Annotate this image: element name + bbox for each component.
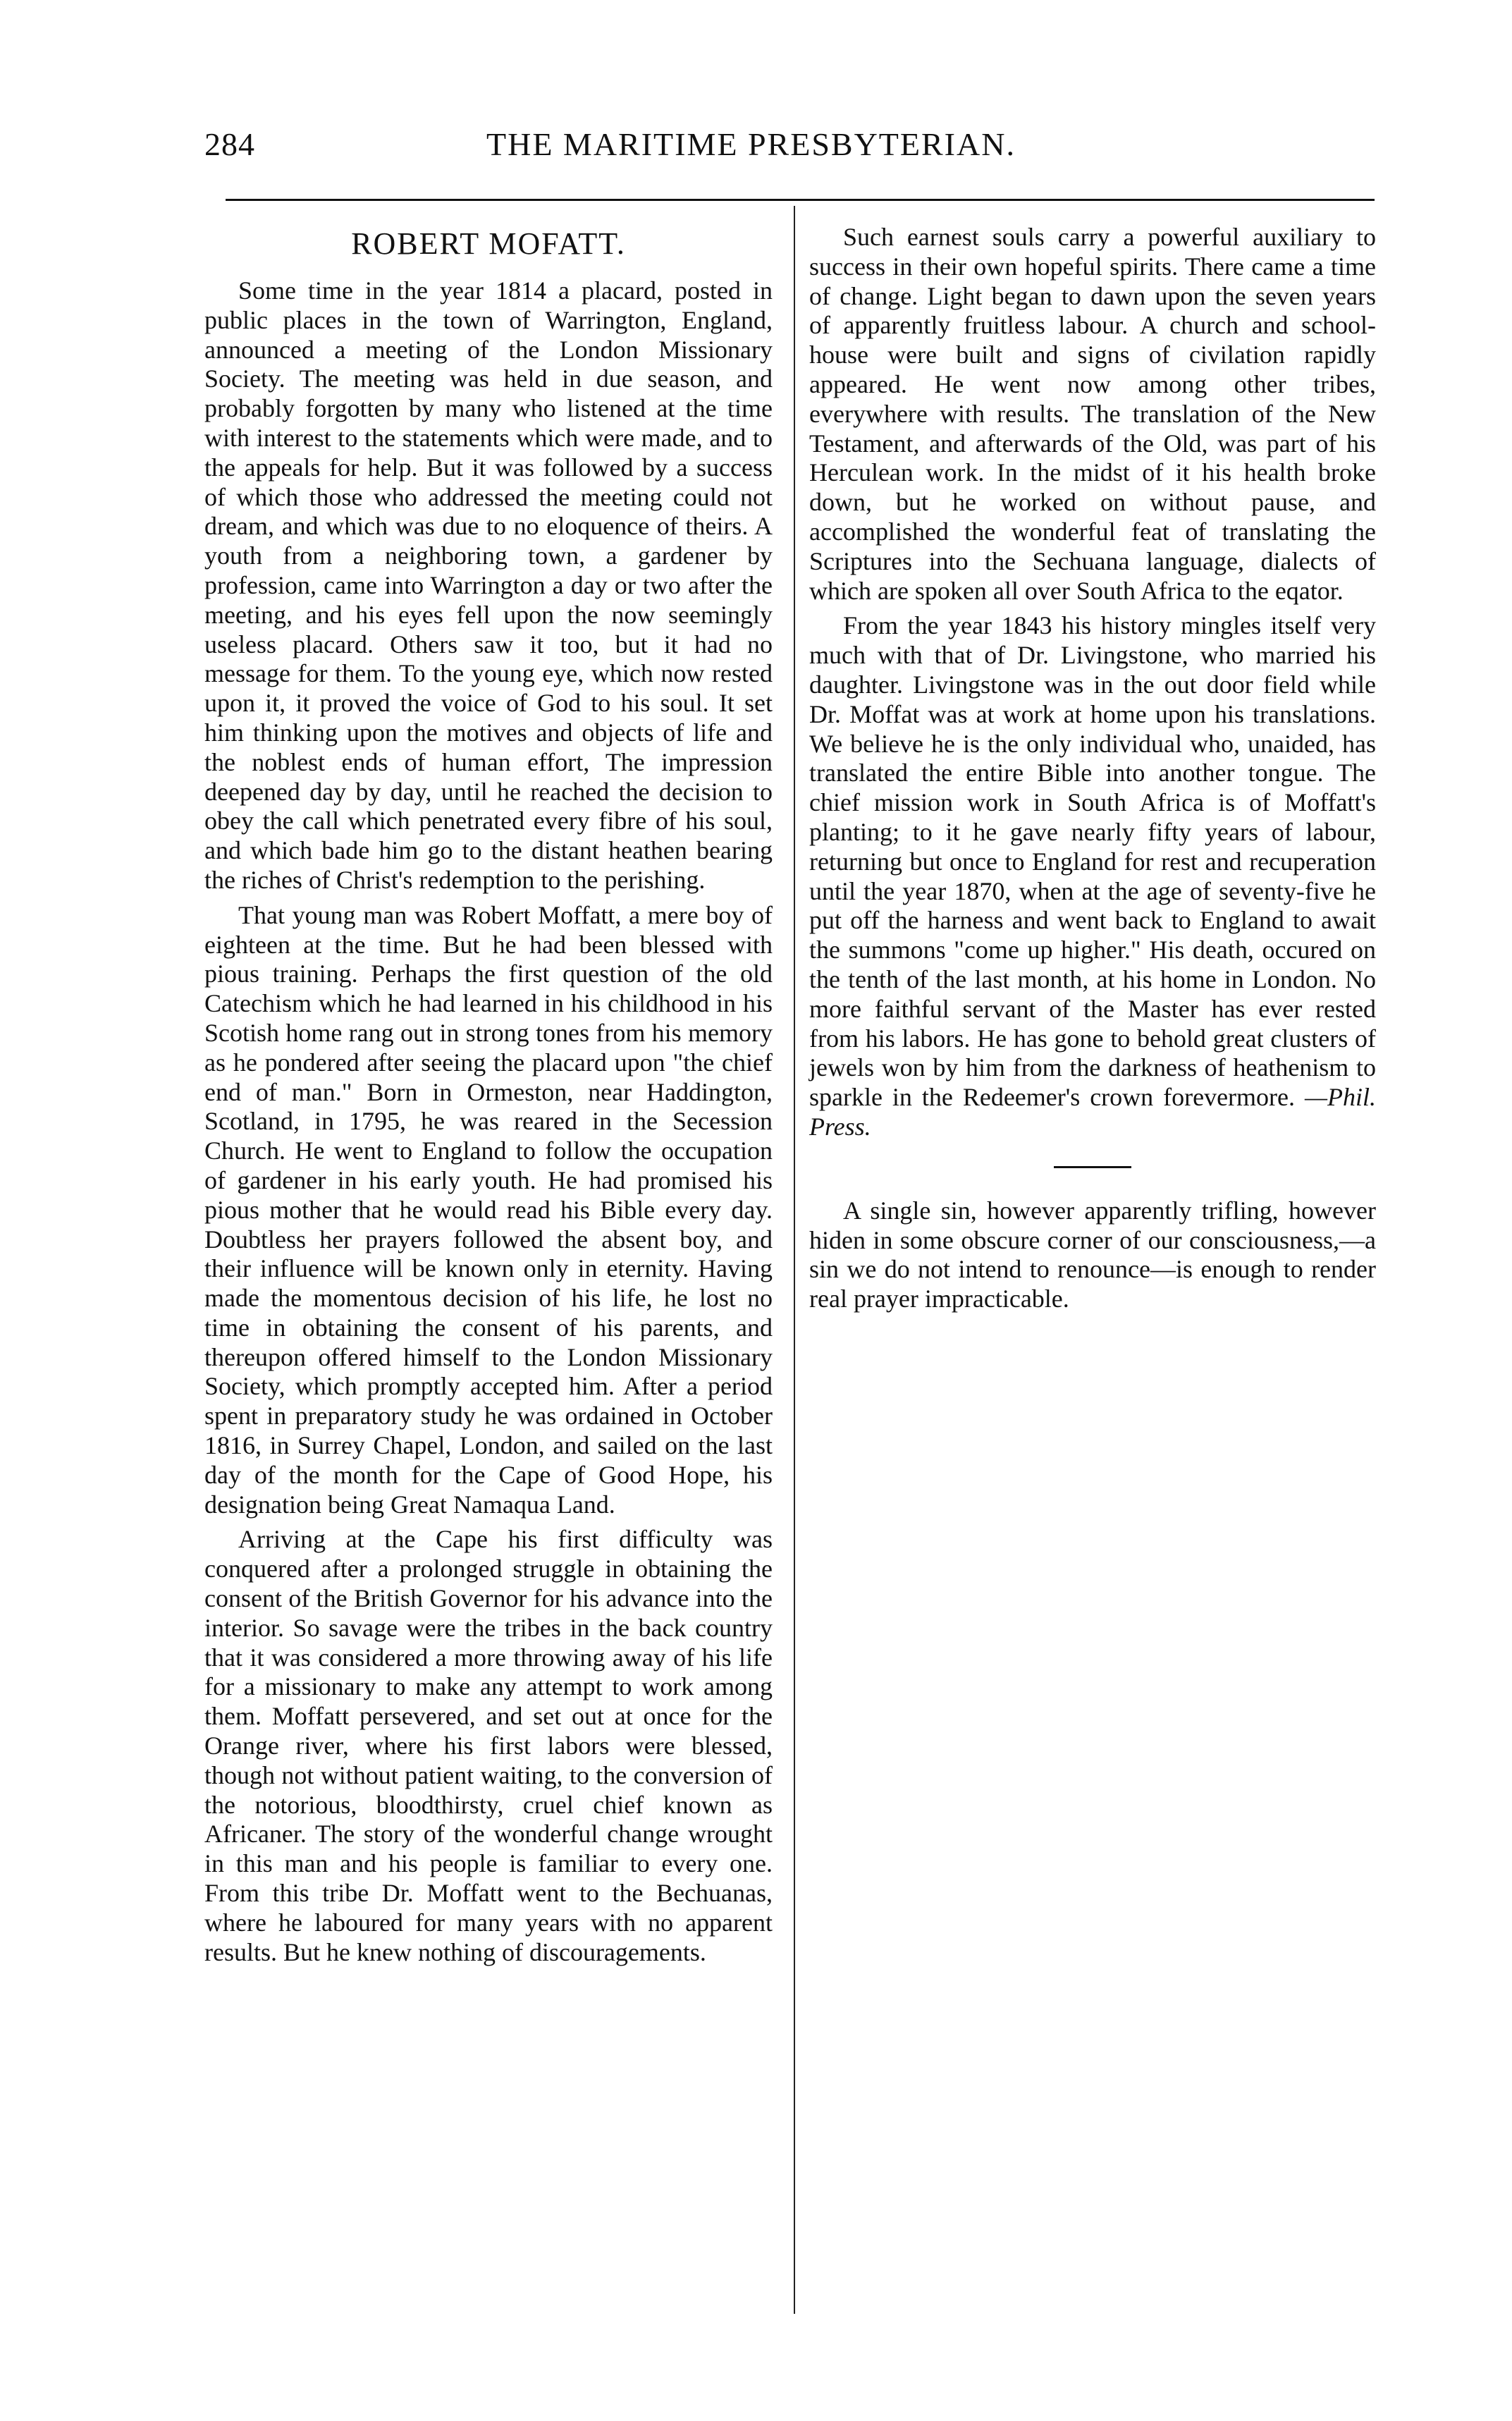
right-column bbox=[809, 223, 1376, 1314]
left-column bbox=[204, 223, 773, 1967]
page-number: 284 bbox=[204, 126, 255, 162]
column-divider bbox=[794, 206, 795, 2314]
article-source: —Phil. Press. bbox=[809, 1083, 1376, 1141]
article-paragraph-1: Some time in the year 1814 a placard, posted in public places in the town of Warrington, England, announced a meeting of the London Missionary Society. The meeting was held in due season, and probably forgotten by many who listened at the time with interest to the statements which were made, and to the appeals for help. But it was followed by a success of which those who addressed the meeting could not dream, and which was due to no eloquence of theirs. A youth from a neighboring town, a gardener by profession, came into Warrington a day or two after the meeting, and his eyes fell upon the now seemingly useless placard. Others saw it too, but it had no message for them. To the young eye, which now rested upon it, it proved the voice of God to his soul. It set him thinking upon the motives and objects of life and the noblest ends of human effort, The impression deepened day by day, until he reached the decision to obey the call which penetrated every fibre of his soul, and which bade him go to the distant heathen bearing the riches of Christ's redemption to the perishing. bbox=[204, 276, 773, 894]
article-paragraph-2: That young man was Robert Moffatt, a mere boy of eighteen at the time. But he had been blessed with pious training. Perhaps the first question of the old Catechism which he had learned in his childhood in his Scotish home rang out in strong tones from his memory as he pondered after seeing the placard upon "the chief end of man." Born in Ormeston, near Haddington, Scotland, in 1795, he was reared in the Secession Church. He went to England to follow the occupation of gardener in his early youth. He had promised his pious mother that he would read his Bible every day. Doubtless her prayers followed the absent boy, and their influence will be known only in eternity. Having made the momentous decision of his life, he lost no time in obtaining the consent of his parents, and thereupon offered himself to the London Missionary Society, which promptly accepted him. After a period spent in preparatory study he was ordained in October 1816, in Surrey Chapel, London, and sailed on the last day of the month for the Cape of Good Hope, his designation being Great Namaqua Land. bbox=[204, 900, 773, 1519]
running-title: THE MARITIME PRESBYTERIAN. bbox=[486, 126, 1016, 162]
page-header bbox=[204, 125, 1375, 182]
article-paragraph-5-text: From the year 1843 his history mingles itself very much with that of Dr. Livingstone, who married his daughter. Livingstone was in the out door field while Dr. Moffat was at work at home upon his translations. We believe he is the only individual who, unaided, has translated the entire Bible into another tongue. The chief mission work in South Africa is of Moffatt's planting; to it he gave nearly fifty years of labour, returning but once to England for rest and recuperation until the year 1870, when at the age of seventy-five he put off the harness and went back to England to await the summons "come up higher." His death, occured on the tenth of the last month, at his home in London. No more faithful servant of the Master has ever rested from his labors. He has gone to behold great clusters of jewels won by him from the darkness of heathenism to sparkle in the Redeemer's crown forevermore. bbox=[809, 611, 1376, 1112]
article-paragraph-4: Such earnest souls carry a powerful auxiliary to success in their own hopeful spirits. There came a time of change. Light began to dawn upon the seven years of apparently fruitless labour. A church and school-house were built and signs of civilation rapidly appeared. He went now among other tribes, everywhere with results. The translation of the New Testament, and afterwards of the Old, was part of his Herculean work. In the midst of it his health broke down, but he worked on without pause, and accomplished the wonderful feat of translating the Scriptures into the Sechuana language, dialects of which are spoken all over South Africa to the eqator. bbox=[809, 223, 1376, 605]
article-paragraph-3: Arriving at the Cape his first difficulty was conquered after a prolonged struggle in obtaining the consent of the British Governor for his advance into the interior. So savage were the tribes in the back country that it was considered a more throwing away of his life for a missionary to make any attempt to work among them. Moffatt persevered, and set out at once for the Orange river, where his first labors were blessed, though not without patient waiting, to the conversion of the notorious, bloodthirsty, cruel chief known as Africaner. The story of the wonderful change wrought in this man and his people is familiar to every one. From this tribe Dr. Moffatt went to the Bechuanas, where he laboured for many years with no apparent results. But he knew nothing of discouragements. bbox=[204, 1525, 773, 1966]
section-separator bbox=[1054, 1166, 1131, 1168]
article-title: ROBERT MOFATT. bbox=[351, 226, 626, 261]
header-rule bbox=[226, 199, 1375, 201]
article-paragraph-5 bbox=[809, 611, 1376, 1141]
filler-paragraph: A single sin, however apparently trifling, however hiden in some obscure corner of our consciousness,—a sin we do not intend to renounce—is enough to render real prayer impracticable. bbox=[809, 1196, 1376, 1313]
